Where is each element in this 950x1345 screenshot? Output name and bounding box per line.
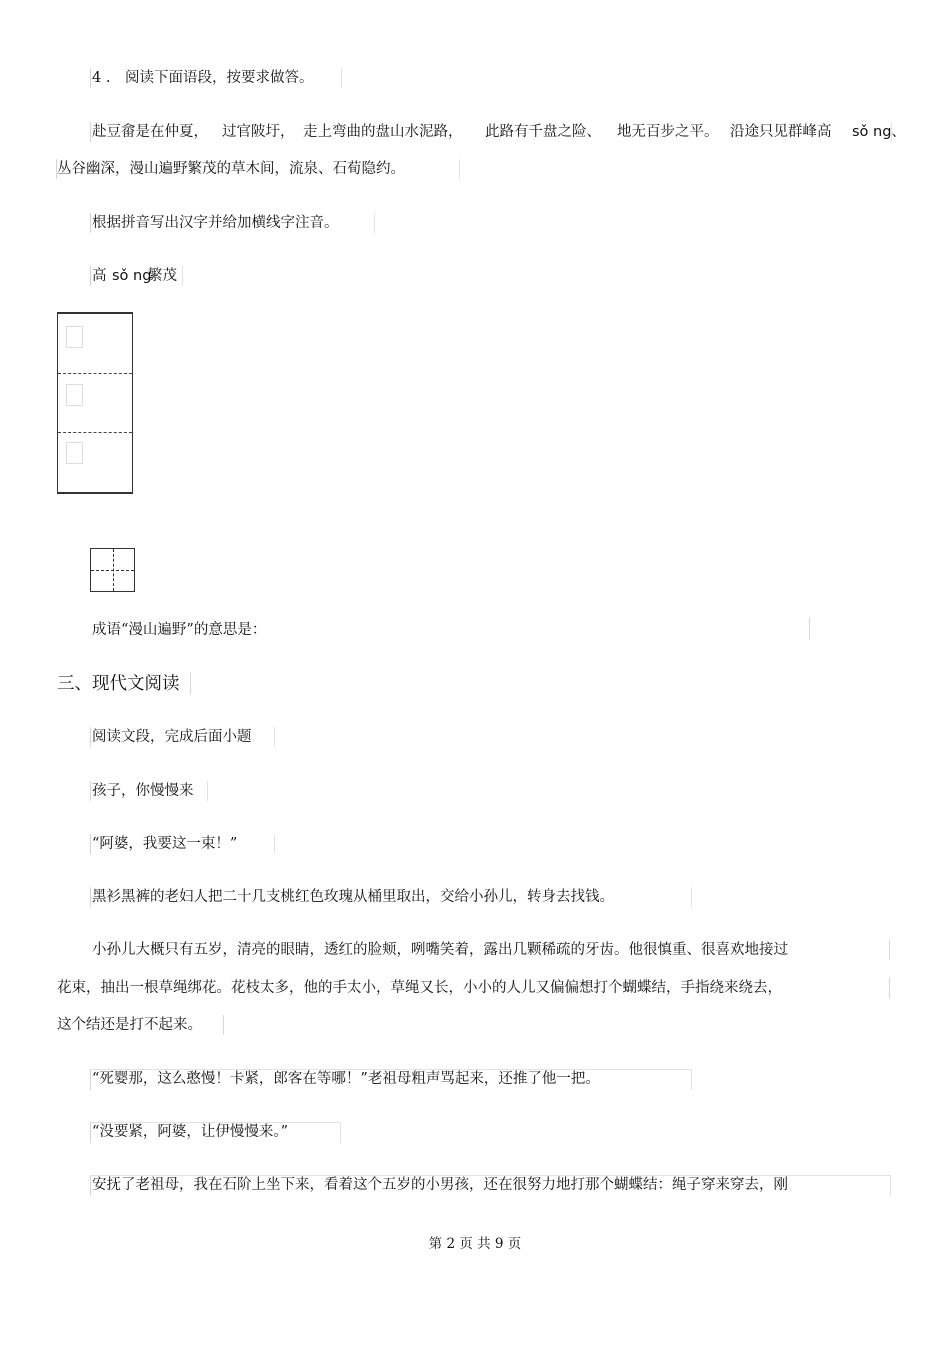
passage-line2: 丛谷幽深，漫山遍野繁茂的草木间，流泉、石荀隐约。 xyxy=(57,161,405,177)
question-prompt: 阅读下面语段，按要求做答。 xyxy=(125,70,314,86)
word-prefix: 高 xyxy=(92,268,107,284)
question-number: 4 . xyxy=(92,70,111,86)
pinyin-slot[interactable] xyxy=(66,326,83,348)
paragraph-3-line1-end xyxy=(889,940,890,960)
passage-line1-part-d: 此路有千盘之险、 xyxy=(485,124,601,140)
section-title-end xyxy=(190,672,191,694)
task2-text: 成语“漫山遍野”的意思是： xyxy=(92,622,267,638)
passage-line1-part-a: 赴豆畲是在仲夏， xyxy=(92,124,208,140)
paragraph-2: 黑衫黑裤的老妇人把二十几支桃红色玫瑰从桶里取出，交给小孙儿，转身去找钱。 xyxy=(92,889,614,905)
character-writing-box[interactable] xyxy=(90,548,135,592)
paragraph-5: “没要紧，阿婆，让伊慢慢来。” xyxy=(92,1124,289,1140)
paragraph-3-line3: 这个结还是打不起来。 xyxy=(57,1017,202,1033)
word-pinyin: sǒ ng xyxy=(112,268,152,284)
grid-dashed-line xyxy=(58,432,132,433)
pinyin-slot[interactable] xyxy=(66,384,83,406)
grid-dashed-line xyxy=(58,373,132,374)
paragraph-6-line1: 安抚了老祖母，我在石阶上坐下来，看着这个五岁的小男孩，还在很努力地打那个蝴蝶结：绳子穿来穿去，刚 xyxy=(92,1177,788,1193)
reading-title: 孩子，你慢慢来 xyxy=(92,783,194,799)
word-suffix: 繁茂 xyxy=(148,268,177,284)
passage-line1-part-f: 沿途只见群峰高 xyxy=(730,124,832,140)
paragraph-3-line3-end xyxy=(223,1015,224,1035)
paragraph-3-line1: 小孙儿大概只有五岁，清亮的眼睛，透红的脸颊，咧嘴笑着，露出几颗稀疏的牙齿。他很慎重、很喜欢地接过 xyxy=(92,942,788,958)
pinyin-slot[interactable] xyxy=(66,442,83,464)
reading-instruction: 阅读文段，完成后面小题 xyxy=(92,729,252,745)
passage-line1-part-c: 走上弯曲的盘山水泥路， xyxy=(303,124,463,140)
paragraph-3-line2-end xyxy=(889,978,890,998)
passage-line1-part-b: 过官陂圩， xyxy=(222,124,295,140)
pinyin-writing-grid[interactable] xyxy=(57,312,133,494)
paragraph-4: “死婴那，这么憨慢！卡紧，郎客在等哪！”老祖母粗声骂起来，还推了他一把。 xyxy=(92,1071,600,1087)
passage-line1-pinyin: sǒ ng、 xyxy=(852,124,906,140)
paragraph-1: “阿婆，我要这一束！” xyxy=(92,836,238,852)
answer-line-end xyxy=(809,618,810,640)
paragraph-3-line2: 花束，抽出一根草绳绑花。花枝太多，他的手太小，草绳又长，小小的人儿又偏偏想打个蝴蝶结，手指绕来绕去， xyxy=(57,980,782,996)
section-title: 三、现代文阅读 xyxy=(57,674,180,694)
passage-line1-part-e: 地无百步之平。 xyxy=(617,124,719,140)
page-footer: 第 2 页 共 9 页 xyxy=(428,1236,522,1252)
task1-text: 根据拼音写出汉字并给加横线字注音。 xyxy=(92,215,339,231)
box-dashed-vertical xyxy=(113,549,114,591)
